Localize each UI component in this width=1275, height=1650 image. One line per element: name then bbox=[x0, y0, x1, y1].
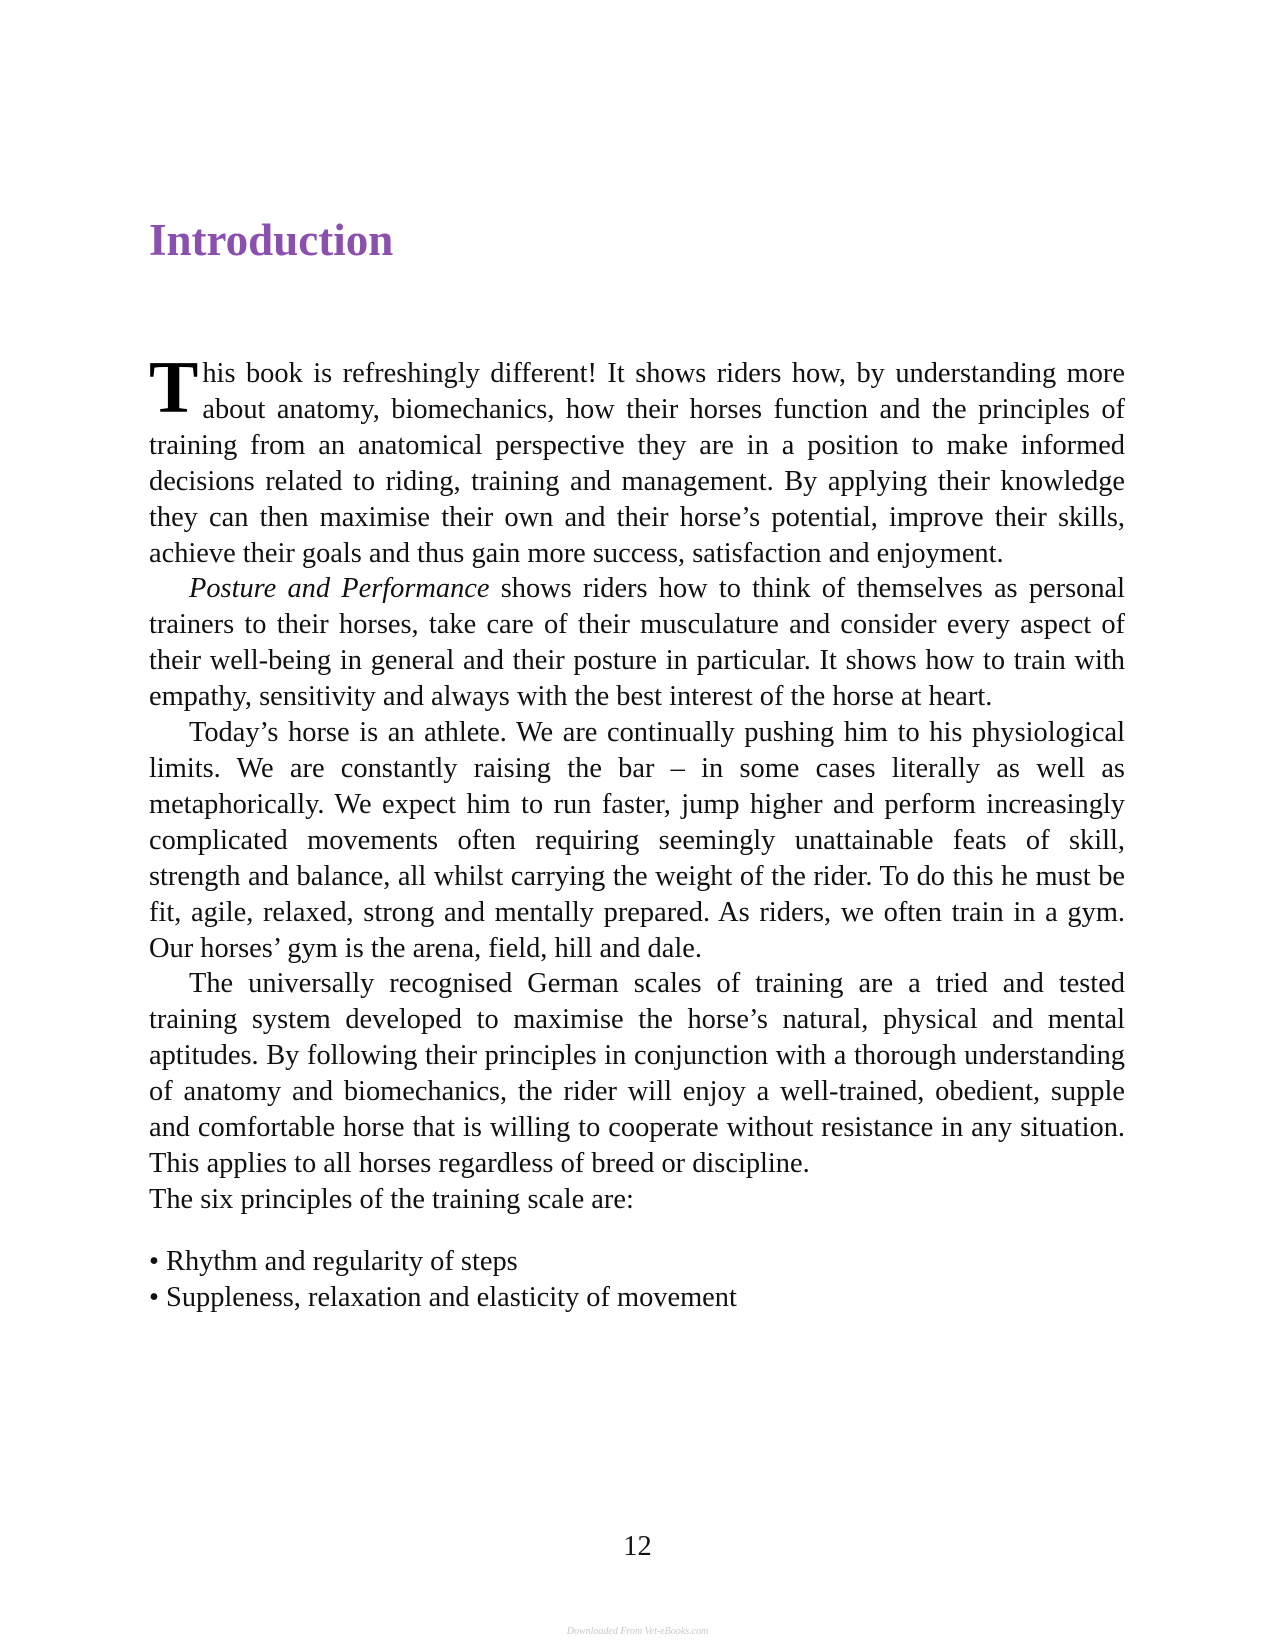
paragraph-5: The six principles of the training scale are: bbox=[149, 1183, 634, 1215]
drop-cap: T bbox=[149, 347, 199, 429]
paragraph-1-text: his book is refreshingly different! It shows riders how, by understanding more about anatomy, biomechanics, how their horses function and the principles of training from an anatomical perspective they are in a position to make informed decisions related to riding, training and management. By applying their knowledge they can then maximise their own and their horse’s potential, improve their skills, achieve their goals and thus gain more success, satisfaction and enjoyment. bbox=[149, 358, 1125, 569]
download-credit: Downloaded From Vet-eBooks.com bbox=[566, 1626, 709, 1637]
page-number: 12 bbox=[623, 1531, 652, 1562]
paragraph-4: The universally recognised German scales of training are a tried and tested training system developed to maximise the horse’s natural, physical and mental aptitudes. By following their principles in conjunction with a thorough understanding of anatomy and biomechanics, the rider will enjoy a well-trained, obedient, supple and comfortable horse that is willing to cooperate without resistance in any situation. This applies to all horses regardless of breed or discipline. bbox=[149, 968, 1125, 1179]
body-text bbox=[149, 347, 1125, 1316]
list-item: • Suppleness, relaxation and elasticity of movement bbox=[149, 1281, 737, 1313]
paragraph-3: Today’s horse is an athlete. We are continually pushing him to his physiological limits. We are constantly raising the bar – in some cases literally as well as metaphorically. We expect him to run faster, jump higher and perform increasingly complicated movements often requiring seemingly unattainable feats of skill, strength and balance, all whilst carrying the weight of the rider. To do this he must be fit, agile, relaxed, strong and mentally prepared. As riders, we often train in a gym. Our horses’ gym is the arena, field, hill and dale. bbox=[149, 717, 1125, 964]
training-scale-list bbox=[149, 1244, 1125, 1316]
paragraph-2 bbox=[149, 571, 1125, 715]
list-item: • Rhythm and regularity of steps bbox=[149, 1245, 518, 1277]
chapter-title: Introduction bbox=[149, 215, 394, 265]
book-title-italic: Posture and Performance bbox=[189, 573, 490, 605]
paragraph-2-text: shows riders how to think of themselves as personal trainers to their horses, take care of their musculature and consider every aspect of their well-being in general and their posture in particular. It shows how to train with empathy, sensitivity and always with the best interest of the horse at heart. bbox=[149, 573, 1125, 713]
paragraph-1 bbox=[149, 347, 1125, 571]
